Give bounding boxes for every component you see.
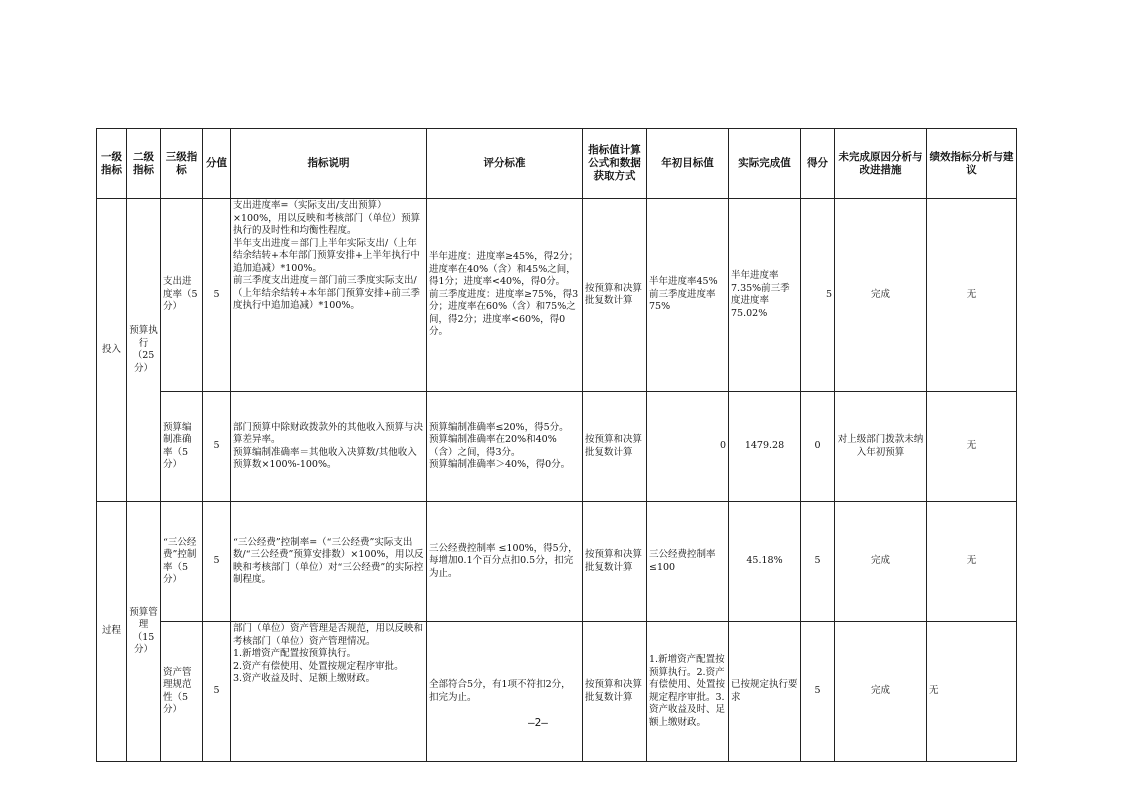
- table-row: [97, 622, 1017, 762]
- got-cell: 5: [801, 199, 835, 392]
- header-level1: 一级指标: [97, 129, 127, 199]
- table-row: [97, 392, 1017, 502]
- header-level2: 二级指标: [127, 129, 161, 199]
- page-number: —2—: [528, 716, 548, 729]
- level3-cell: “三公经费”控制率（5分）: [161, 502, 203, 622]
- advice-cell: 无: [927, 622, 1017, 762]
- header-standard: 评分标准: [427, 129, 583, 199]
- standard-cell: 全部符合5分，有1项不符扣2分，扣完为止。: [427, 622, 583, 762]
- table-row: [97, 199, 1017, 392]
- header-advice: 绩效指标分析与建议: [927, 129, 1017, 199]
- header-target: 年初目标值: [647, 129, 729, 199]
- score-value-cell: 5: [203, 502, 231, 622]
- standard-cell: 预算编制准确率≤20%，得5分。 预算编制准确率在20%和40%（含）之间，得3分。 预算编制准确率＞40%，得0分。: [427, 392, 583, 502]
- advice-cell: 无: [927, 199, 1017, 392]
- header-score-value: 分值: [203, 129, 231, 199]
- standard-cell: 三公经费控制率 ≤100%，得5分，每增加0.1个百分点扣0.5分，扣完为止。: [427, 502, 583, 622]
- got-cell: 5: [801, 622, 835, 762]
- score-value-cell: 5: [203, 199, 231, 392]
- method-cell: 按预算和决算批复数计算: [583, 199, 647, 392]
- header-method: 指标值计算公式和数据获取方式: [583, 129, 647, 199]
- score-value-cell: 5: [203, 622, 231, 762]
- target-cell: 半年进度率45%前三季度进度率75%: [647, 199, 729, 392]
- method-cell: 按预算和决算批复数计算: [583, 392, 647, 502]
- description-cell: 部门预算中除财政拨款外的其他收入预算与决算差异率。 预算编制准确率＝其他收入决算数/其他收入预算数×100%-100%。: [231, 392, 427, 502]
- performance-table: [96, 128, 1017, 762]
- level3-cell: 资产管理规范性（5分）: [161, 622, 203, 762]
- target-cell: 三公经费控制率≤100: [647, 502, 729, 622]
- description-cell: 部门（单位）资产管理是否规范，用以反映和考核部门（单位）资产管理情况。 1.新增资产配置按预算执行。 2.资产有偿使用、处置按规定程序审批。 3.资产收益及时、足额上缴财政。: [231, 622, 427, 762]
- got-cell: 5: [801, 502, 835, 622]
- header-got: 得分: [801, 129, 835, 199]
- score-value-cell: 5: [203, 392, 231, 502]
- method-cell: 按预算和决算批复数计算: [583, 622, 647, 762]
- standard-cell: 半年进度：进度率≥45%，得2分；进度率在40%（含）和45%之间，得1分；进度率<40%，得0分。 前三季度进度：进度率≥75%，得3分；进度率在60%（含）和75%之间，得2分；进度率<60%，得0分。: [427, 199, 583, 392]
- header-row: [97, 129, 1017, 199]
- level1-input: 投入: [97, 199, 127, 502]
- header-level3: 三级指标: [161, 129, 203, 199]
- actual-cell: 半年进度率7.35%前三季度进度率75.02%: [729, 199, 801, 392]
- reason-cell: 完成: [835, 199, 927, 392]
- got-cell: 0: [801, 392, 835, 502]
- target-cell: 1.新增资产配置按预算执行。2.资产有偿使用、处置按规定程序审批。3.资产收益及时、足额上缴财政。: [647, 622, 729, 762]
- header-reason: 未完成原因分析与改进措施: [835, 129, 927, 199]
- reason-cell: 完成: [835, 502, 927, 622]
- table-row: [97, 502, 1017, 622]
- reason-cell: 对上级部门拨款未纳入年初预算: [835, 392, 927, 502]
- actual-cell: 已按规定执行要求: [729, 622, 801, 762]
- level2-budget-mgmt: 预算管理（15分）: [127, 502, 161, 762]
- level2-budget-exec: 预算执行（25分）: [127, 199, 161, 502]
- target-cell: 0: [647, 392, 729, 502]
- advice-cell: 无: [927, 392, 1017, 502]
- header-actual: 实际完成值: [729, 129, 801, 199]
- actual-cell: 45.18%: [729, 502, 801, 622]
- reason-cell: 完成: [835, 622, 927, 762]
- actual-cell: 1479.28: [729, 392, 801, 502]
- description-cell: 支出进度率=（实际支出/支出预算）×100%，用以反映和考核部门（单位）预算执行的及时性和均衡性程度。 半年支出进度＝部门上半年实际支出/（上年结余结转+本年部门预算安排+上半年执行中追加追减）*100%。 前三季度支出进度＝部门前三季度实际支出/（上年结余结转+本年部门预算安排+前三季度执行中追加追减）*100%。: [231, 199, 427, 392]
- method-cell: 按预算和决算批复数计算: [583, 502, 647, 622]
- level3-cell: 支出进度率（5分）: [161, 199, 203, 392]
- description-cell: “三公经费”控制率=（“三公经费”实际支出数/“三公经费”预算安排数）×100%，用以反映和考核部门（单位）对“三公经费”的实际控制程度。: [231, 502, 427, 622]
- level1-process: 过程: [97, 502, 127, 762]
- header-description: 指标说明: [231, 129, 427, 199]
- advice-cell: 无: [927, 502, 1017, 622]
- level3-cell: 预算编制准确率（5分）: [161, 392, 203, 502]
